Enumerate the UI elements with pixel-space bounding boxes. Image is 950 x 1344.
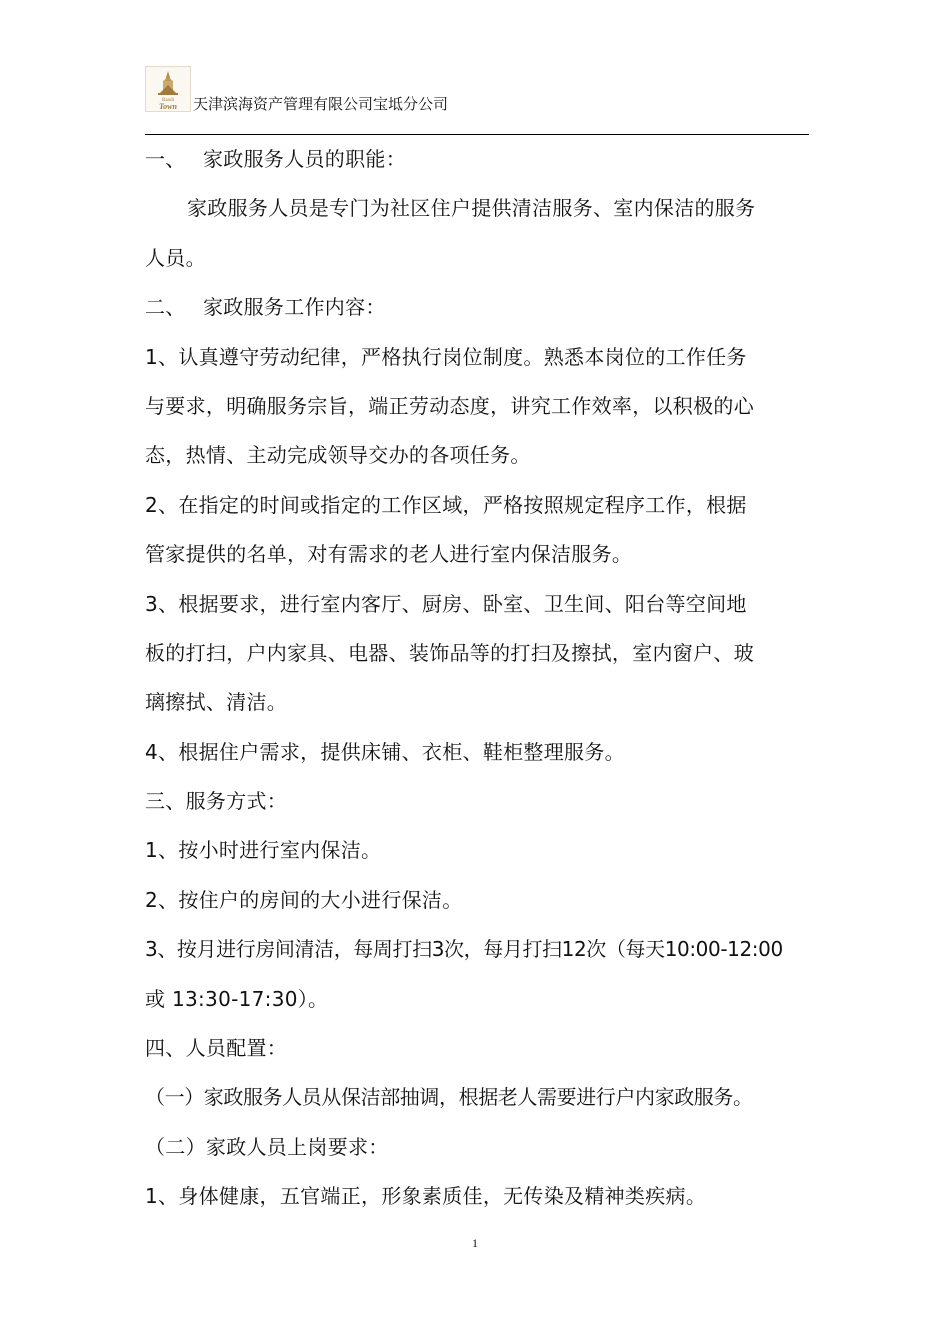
section-heading-3: 三、服务方式： [145, 789, 288, 814]
section-number: 一、 [145, 147, 186, 171]
paragraph-line: 4、根据住户需求，提供床铺、衣柜、鞋柜整理服务。 [145, 739, 625, 764]
section-number: 二、 [145, 295, 186, 320]
company-name: 天津滨海资产管理有限公司宝坻分公司 [193, 95, 449, 113]
section-heading-4: 四、人员配置： [145, 1036, 288, 1061]
paragraph-line: 或 13:30-17:30）。 [145, 986, 329, 1011]
page-header [145, 66, 809, 136]
paragraph-line: 管家提供的名单，对有需求的老人进行室内保洁服务。 [145, 542, 633, 567]
paragraph-line: （一）家政服务人员从保洁部抽调，根据老人需要进行户内家政服务。 [145, 1085, 753, 1110]
paragraph-line: 态，热情、主动完成领导交办的各项任务。 [145, 443, 531, 468]
paragraph-line: 1、身体健康，五官端正，形象素质佳，无传染及精神类疾病。 [145, 1184, 707, 1209]
paragraph-line: 2、在指定的时间或指定的工作区域，严格按照规定程序工作，根据 [145, 492, 747, 517]
section-heading-2 [145, 290, 809, 339]
page-number: 1 [472, 1236, 478, 1250]
company-logo [145, 66, 191, 112]
document-body [145, 142, 809, 1229]
paragraph-line: 人员。 [145, 245, 206, 270]
paragraph-line: 1、按小时进行室内保洁。 [145, 838, 382, 863]
paragraph-line: 2、按住户的房间的大小进行保洁。 [145, 887, 463, 912]
paragraph-line: 家政服务人员是专门为社区住户提供清洁服务、室内保洁的服务 [187, 196, 756, 221]
paragraph-line: 3、根据要求，进行室内客厅、厨房、卧室、卫生间、阳台等空间地 [145, 591, 747, 616]
section-title: 家政服务工作内容： [203, 295, 386, 320]
paragraph-line: 1、认真遵守劳动纪律，严格执行岗位制度。熟悉本岗位的工作任务 [145, 344, 747, 369]
paragraph-line: 与要求，明确服务宗旨，端正劳动态度，讲究工作效率，以积极的心 [145, 393, 754, 418]
section-heading-1 [145, 142, 809, 191]
logo-town-text: Town [159, 102, 177, 111]
paragraph-line: 璃擦拭、清洁。 [145, 690, 288, 715]
paragraph-line: 3、按月进行房间清洁，每周打扫3次，每月打扫12次（每天10:00-12:00 [145, 937, 783, 962]
section-title: 家政服务人员的职能： [203, 147, 406, 171]
svg-text:Baodi: Baodi [162, 98, 174, 103]
paragraph-line: （二）家政人员上岗要求： [145, 1134, 389, 1159]
paragraph-line: 板的打扫，户内家具、电器、装饰品等的打扫及擦拭，室内窗户、玻 [145, 640, 754, 665]
header-divider [145, 134, 809, 135]
